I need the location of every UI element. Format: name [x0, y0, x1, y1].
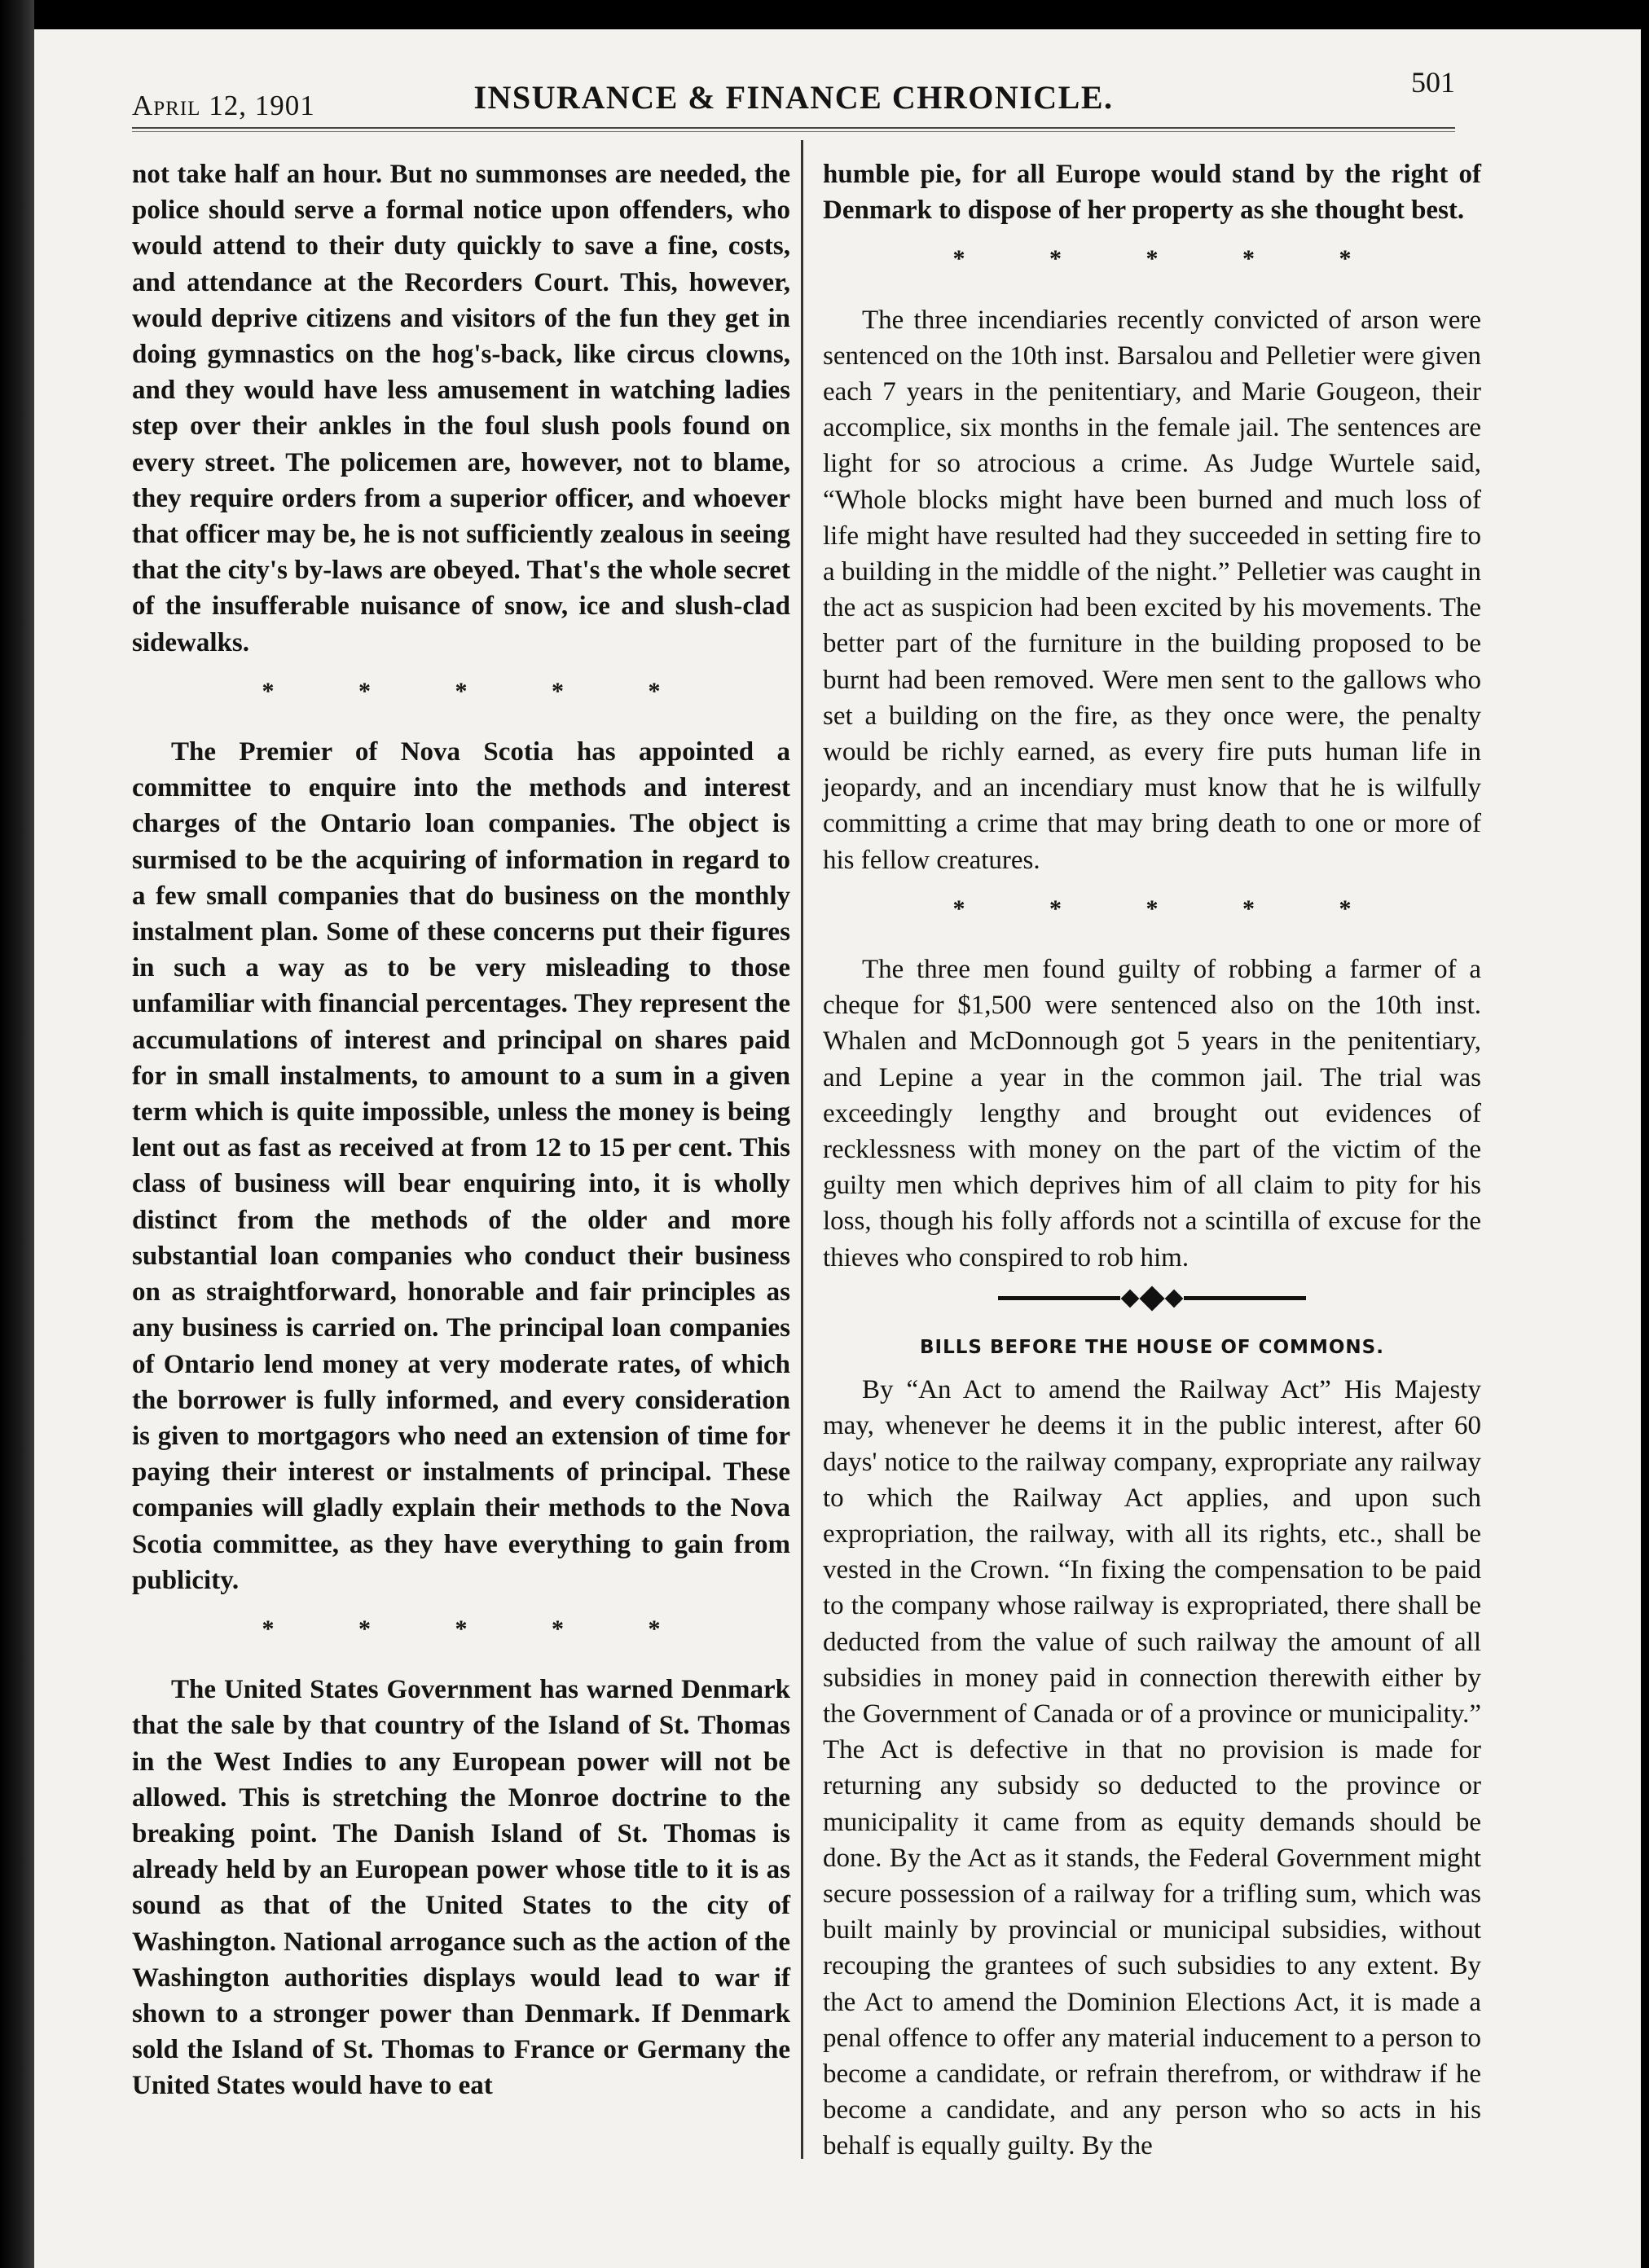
- paragraph-humble-pie: humble pie, for all Europe would stand by the right of Denmark to dispose of her property as she thought best.: [823, 160, 1481, 226]
- paragraph-incendiaries: The three incendiaries recently convicted of arson were sentenced on the 10th inst. Barsalou and Pelletier were given each 7 years in the penitentiary, and Marie Gougeon, their accomplice, six months in the female jail. The sentences are light for so atrocious a crime. As Judge Wurtele said, “Whole blocks might have been burned and much loss of life might have resulted had they succeeded in setting fire to a building in the middle of the night.” Pelletier was caught in the act as suspicion had been excited by his movements. The better part of the furniture in the building proposed to be burnt had been removed. Were men sent to the gallows who set a building on the fire, as they once were, the penalty would be richly earned, as every fire puts human life in jeopardy, and an incendiary must know that he is wilfully committing a crime that may bring death to one or more of his fellow creatures.: [823, 305, 1481, 875]
- header-title: INSURANCE & FINANCE CHRONICLE.: [473, 79, 1114, 116]
- page-number: 501: [1411, 66, 1455, 99]
- paragraph-robbery: The three men found guilty of robbing a farmer of a cheque for $1,500 were sentenced also on the 10th inst. Whalen and McDonnough got 5 years in the penitentiary, and Lepine a year in the common jail. The trial was exceedingly lengthy and brought out evidences of recklessness with money on the part of the victim of the guilty men which deprives him of all claim to pity for his loss, though his folly affords not a scintilla of excuse for the thieves who conspired to rob him.: [823, 955, 1481, 1272]
- section-heading: BILLS BEFORE THE HOUSE OF COMMONS.: [920, 1336, 1384, 1358]
- separator-stars: * * * * *: [262, 1615, 700, 1642]
- paragraph-bills: By “An Act to amend the Railway Act” His Majesty may, whenever he deems it in the public interest, after 60 days' notice to the railway company, expropriate any railway to which the Railway Act applies, and upon such expropriation, the railway, with all its rights, etc., shall be vested in the Crown. “In fixing the compensation to be paid to the company whose railway is expropriated, there shall be deducted from the value of such railway the amount of all subsidies in money paid in connection therewith either by the Government of Canada or of a province or municipality.” The Act is defective in that no provision is made for returning any subsidy so deducted to the province or municipality it came from as equity demands should be done. By the Act as it stands, the Federal Government might secure possession of a railway for a trifling sum, which was built mainly by provincial or municipal subsidies, without recouping the grantees of such subsidies to any extent. By the Act to amend the Dominion Elections Act, it is made a penal offence to offer any material inducement to a person to become a candidate, or refrain therefrom, or withdraw if he become a candidate, and any person who so acts in his behalf is equally guilty. By the: [823, 1375, 1481, 2161]
- right-column: [823, 156, 1481, 2165]
- header-date: April 12, 1901: [132, 90, 315, 121]
- separator-stars: * * * * *: [952, 894, 1391, 922]
- column-divider: [801, 140, 803, 2159]
- header-rule: [132, 127, 1455, 132]
- paragraph-denmark: The United States Government has warned Denmark that the sale by that country of the Island of St. Thomas in the West Indies to any European power will not be allowed. This is stretching the Monroe doctrine to the breaking point. The Danish Island of St. Thomas is already held by an European power whose title to it is as sound as that of the United States to the city of Washington. National arrogance such as the action of the Washington authorities displays would lead to war if shown to a stronger power than Denmark. If Denmark sold the Island of St. Thomas to France or Germany the United States would have to eat: [132, 1675, 790, 2101]
- separator-stars: * * * * *: [262, 677, 700, 705]
- separator-stars: * * * * *: [952, 245, 1391, 273]
- scan-binding-edge: [0, 0, 34, 2268]
- section-ornament: [823, 1290, 1481, 1307]
- paragraph-sidewalks: not take half an hour. But no summonses are needed, the police should serve a formal notice upon offenders, who would attend to their duty quickly to save a fine, costs, and attendance at the Recorders Court. This, however, would deprive citizens and visitors of the fun they get in doing gymnastics on the hog's-back, like circus clowns, and they would have less amusement in watching ladies step over their ankles in the foul slush pools found on every street. The policemen are, however, not to blame, they require orders from a superior officer, and whoever that officer may be, he is not sufficiently zealous in seeing that the city's by-laws are obeyed. That's the whole secret of the insufferable nuisance of snow, ice and slush-clad sidewalks.: [132, 160, 790, 657]
- running-header: [132, 66, 1455, 124]
- paragraph-nova-scotia: The Premier of Nova Scotia has appointed a committee to enquire into the methods and interest charges of the Ontario loan companies. The object is surmised to be the acquiring of information in regard to a few small companies that do business on the monthly instalment plan. Some of these concerns put their figures in such a way as to be very misleading to those unfamiliar with financial percentages. They represent the accumulations of interest and principal on shares paid for in small instalments, to amount to a sum in a given term which is quite impossible, unless the money is being lent out as fast as received at from 12 to 15 per cent. This class of business will bear enquiring into, it is wholly distinct from the methods of the older and more substantial loan companies who conduct their business on as straightforward, honorable and fair principles as any business is carried on. The principal loan companies of Ontario lend money at very moderate rates, of which the borrower is fully informed, and every consideration is given to mortgagors who need an extension of time for paying their interest or instalments of principal. These companies will gladly explain their methods to the Nova Scotia committee, as they have everything to gain from publicity.: [132, 737, 790, 1595]
- scan-top-edge: [34, 0, 1649, 29]
- left-column: [132, 156, 790, 2104]
